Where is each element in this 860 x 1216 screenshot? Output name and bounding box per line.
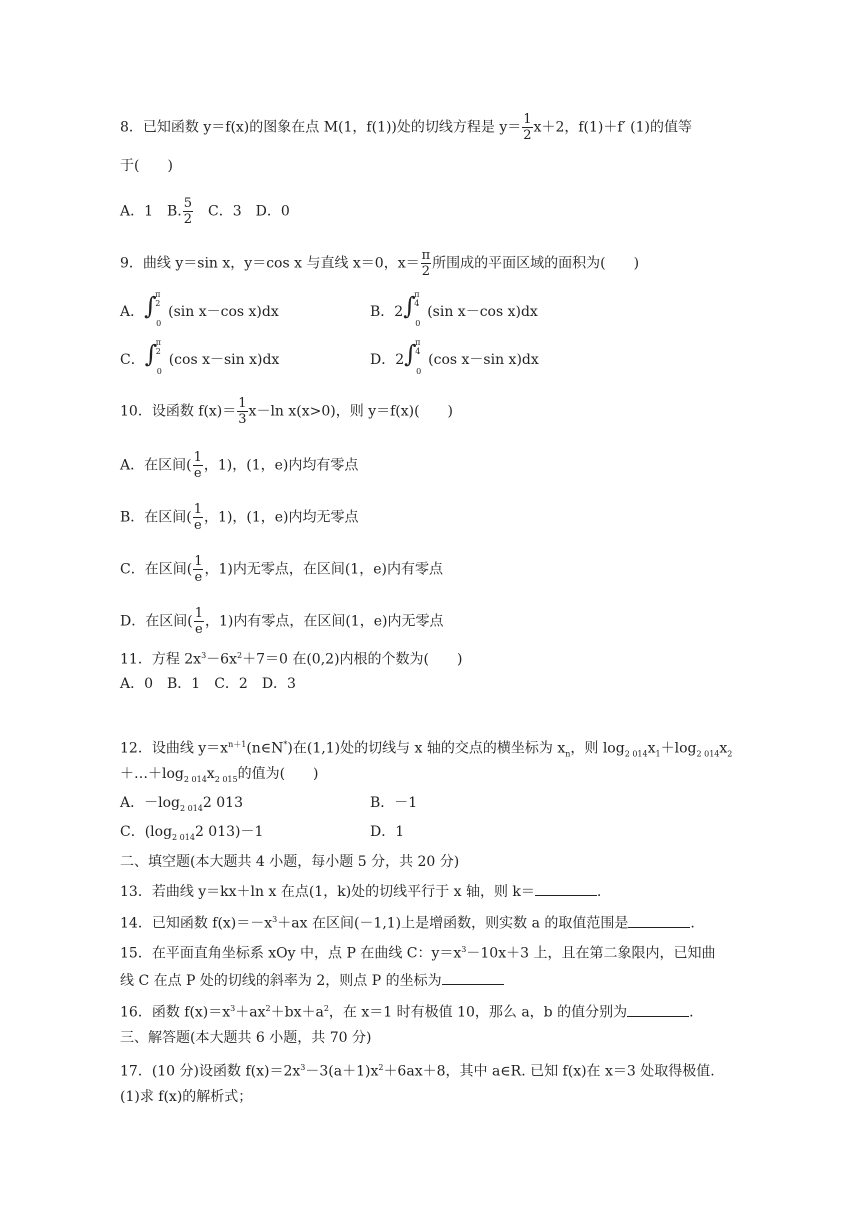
q15-stem: 15．在平面直角坐标系 xOy 中，点 P 在曲线 C：$y=x^3-10x+3$ 上，且在第二象限内，已知曲 — [120, 945, 716, 962]
q13-stem: 13．若曲线 y＝kx＋ln x 在点(1，k)处的切线平行于 x 轴，则 k＝ . — [120, 881, 601, 902]
q17-stem: 17．(10 分)设函数 $f(x)=2x^3-3(a+1)x^2+6ax+8$，其中 a∈R. 已知 f(x)在 x＝3 处取得极值. — [120, 1063, 715, 1080]
q8-stem-cont: 于( ) — [120, 158, 173, 174]
q10-option-d: D．在区间( $\frac{1}{e}$ ，1)内有零点，在区间(1，e)内无零点 — [120, 606, 444, 637]
integral-sign: ∫ π 4 0 — [404, 338, 422, 376]
q12-option-c: C．($\log_{2 014}2$ 013)－1 — [120, 824, 264, 842]
q9-stem: 9．曲线 y＝sin x，y＝cos x 与直线 x＝0，x＝ $\frac{\pi}{2}$ 所围成的平面区域的面积为( ) — [120, 248, 640, 279]
answer-blank[interactable] — [535, 881, 597, 896]
q12-stem: 12．设曲线 $y=x^{n+1}(n\in N^*)$在(1,1)处的切线与 x 轴的交点的横坐标为 $x_n$，则 $\log_{2 014}x_1+\log_{2 014}x_2$ — [120, 740, 733, 759]
section-heading-fill-in: 二、填空题(本大题共 4 小题，每小题 5 分，共 20 分) — [120, 854, 460, 870]
fraction: $\frac{\pi}{2}$ — [421, 248, 431, 279]
q8-options: A．1 B. $\frac{5}{2}$ C．3 D．0 — [120, 196, 290, 227]
q16-stem: 16．函数 $f(x)=x^3+ax^2+bx+a^2$，在 x＝1 时有极值 10，那么 a，b 的值分别为 . — [120, 999, 694, 1023]
fraction: $\frac{1}{e}$ — [193, 450, 202, 481]
q12-option-d: D．1 — [370, 824, 405, 840]
answer-blank[interactable] — [628, 913, 690, 928]
q11-options: A．0 B．1 C．2 D．3 — [120, 676, 296, 692]
q11-stem: 11．方程 $2x^3-6x^2+7=0$ 在(0,2)内根的个数为( ) — [120, 651, 463, 668]
q9-option-c: C． ∫ π 2 0 (cos x－sin x)dx — [120, 338, 280, 376]
q10-option-b: B．在区间( $\frac{1}{e}$ ，1)，(1，e)内均无零点 — [120, 502, 359, 533]
integral-sign: ∫ π 4 0 — [403, 290, 421, 328]
q17-part-1: (1)求 f(x)的解析式； — [120, 1089, 253, 1105]
q9-option-d: D．2 ∫ π 4 0 (cos x－sin x)dx — [370, 338, 539, 376]
q10-option-a: A．在区间( $\frac{1}{e}$ ，1)，(1，e)内均有零点 — [120, 450, 359, 481]
q12-option-a: A．$-\log_{2 014}2$ 013 — [120, 795, 243, 813]
q14-stem: 14．已知函数 $f(x)=-x^3+ax$ 在区间(－1,1)上是增函数，则实数 a 的取值范围是 . — [120, 910, 695, 934]
fraction: $\frac{1}{3}$ — [238, 396, 247, 427]
q9-option-a: A． ∫ π 2 0 (sin x－cos x)dx — [120, 290, 279, 328]
q10-stem: 10．设函数 f(x)＝ $\frac{1}{3}$ x－ln x(x>0)，则 y＝f(x)( ) — [120, 396, 454, 427]
answer-blank[interactable] — [627, 1002, 689, 1017]
integral-sign: ∫ π 2 0 — [144, 338, 162, 376]
q10-option-c: C．在区间( $\frac{1}{e}$ ，1)内无零点，在区间(1，e)内有零点 — [120, 554, 443, 585]
answer-blank[interactable] — [442, 970, 504, 985]
fraction: $\frac{1}{e}$ — [193, 502, 203, 533]
fraction: $\frac{1}{2}$ — [523, 112, 532, 143]
q15-stem-cont: 线 C 在点 P 处的切线的斜率为 2，则点 P 的坐标为 — [120, 970, 504, 991]
q12-option-b: B．－1 — [370, 795, 418, 811]
section-heading-answers: 三、解答题(本大题共 6 小题，共 70 分) — [120, 1030, 372, 1046]
fraction: $\frac{1}{e}$ — [194, 606, 203, 637]
q12-stem-cont: $+\dots+\log_{2 014}x_{2 015}$的值为( ) — [120, 766, 319, 784]
integral-sign: ∫ π 2 0 — [144, 290, 162, 328]
fraction: $\frac{1}{e}$ — [194, 554, 203, 585]
fraction: $\frac{5}{2}$ — [183, 196, 193, 227]
q8-stem: 8．已知函数 y＝f(x)的图象在点 M(1，f(1))处的切线方程是 y＝ $\frac{1}{2}$ x＋2，f(1)＋f′ (1)的值等 — [120, 112, 693, 143]
q9-option-b: B．2 ∫ π 4 0 (sin x－cos x)dx — [370, 290, 538, 328]
